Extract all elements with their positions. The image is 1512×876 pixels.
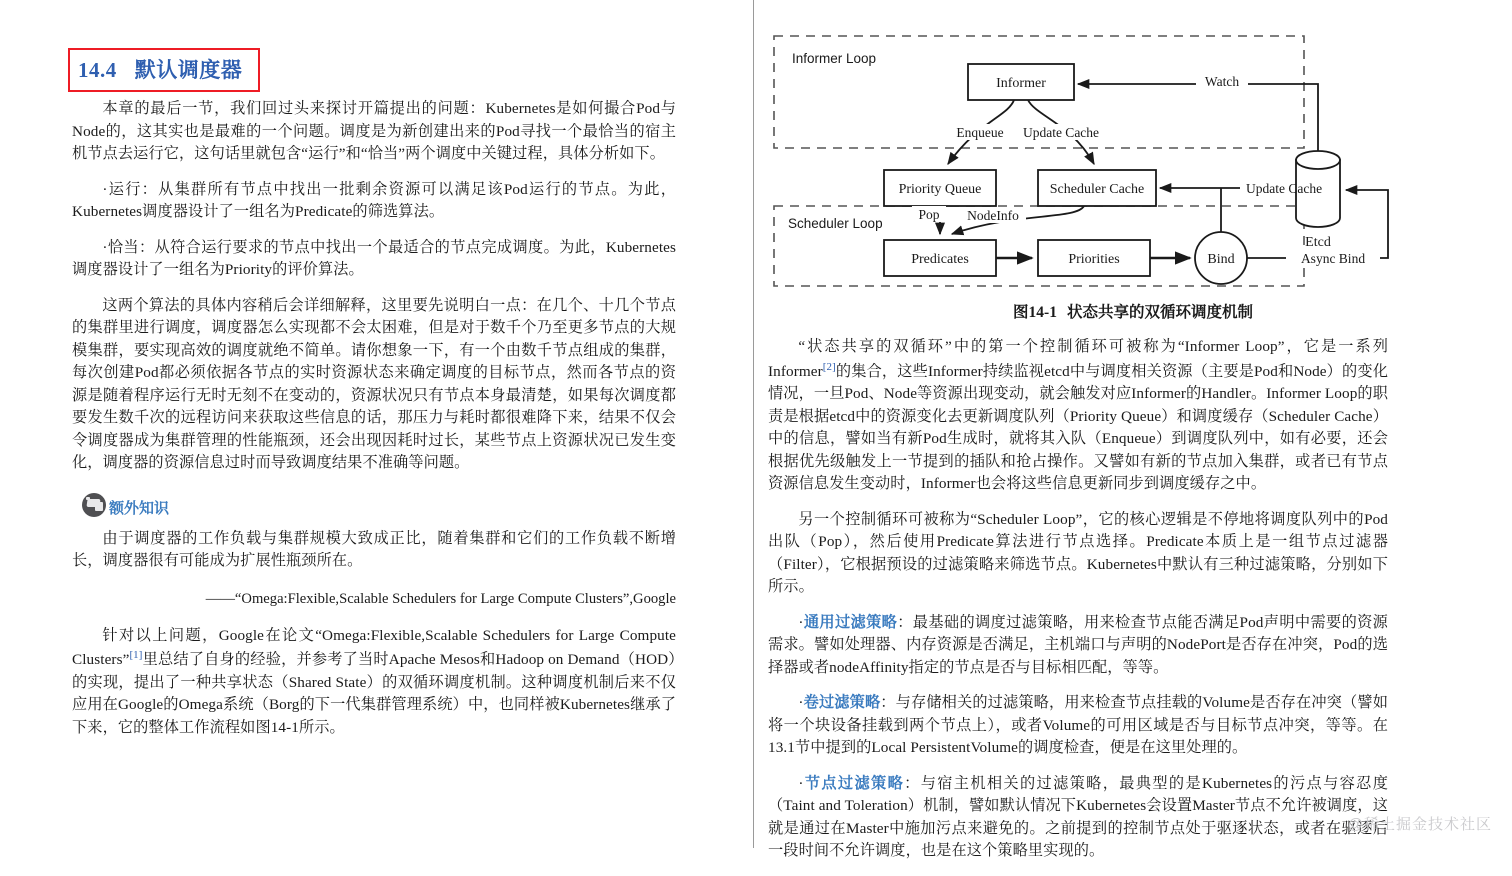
- paragraph-run: ·运行：从集群所有节点中找出一批剩余资源可以满足该Pod运行的节点。为此，Kubernetes调度器设计了一组名为Predicate的筛选算法。: [72, 180, 676, 220]
- watermark: @稀土掘金技术社区: [1347, 816, 1492, 833]
- strategy-node-term: 节点过滤策略: [803, 774, 905, 792]
- scheduler-loop-label: Scheduler Loop: [788, 216, 883, 231]
- section-number: 14.4: [78, 58, 117, 82]
- strategy-general: [768, 612, 1388, 680]
- extra-knowledge-label: 额外知识: [109, 500, 170, 517]
- node-informer-label: Informer: [996, 76, 1046, 91]
- strategy-general-body: 最基础的调度过滤策略，用来检查节点能否满足Pod声明中需要的资源需求。譬如处理器、内存资源是否满足，主机端口与声明的NodePort是否存在冲突，Pod的选择器或者nodeAffinity指定的节点是否与目标相匹配，等等。: [768, 613, 1388, 676]
- strategy-general-term: 通用过滤策略: [803, 613, 898, 631]
- node-priorities-label: Priorities: [1068, 252, 1120, 267]
- strategy-volume-bullet: ·: [798, 694, 804, 712]
- footnote-ref-1: [1]: [129, 649, 143, 662]
- paragraph-scale-discussion: 这两个算法的具体内容稍后会详细解释，这里要先说明白一点：在几个、十几个节点的集群里进行调度，调度器怎么实现都不会太困难，但是对于数千个乃至更多节点的大规模集群，要实现高效的调度就绝不简单。请你想象一下，有一个由数千节点组成的集群，每次创建Pod都必须依据各节点的实时资源状态来确定调度的目标节点，然而各节点的资源是随着程序运行无时无刻不在变动的，资源状况只有节点本身最清楚，如果每次调度都要发生数千次的远程访问来获取这些信息的话，那压力与耗时都很难降下来，结果不仅会令调度器成为集群管理的性能瓶颈，还会出现因耗时过长，某些节点上资源状况已发生变化，调度器的资源信息过时而导致调度结果不准确等问题。: [72, 296, 676, 471]
- edge-update-cache-external-label: Update Cache: [1246, 181, 1323, 196]
- strategy-node: [768, 773, 1388, 863]
- paragraph-scheduler-loop: 另一个控制循环可被称为“Scheduler Loop”，它的核心逻辑是不停地将调度队列中的Pod出队（Pop），然后使用Predicate算法进行节点选择。Predicate本质上是一组节点过滤器（Filter），它根据预设的过滤策略来筛选节点。Kubernetes中默认有三种过滤策略，分别如下所示。: [768, 510, 1388, 596]
- extra-knowledge-body: 由于调度器的工作负载与集群规模大致成正比，随着集群和它们的工作负载不断增长，调度器很有可能成为扩展性瓶颈所在。: [72, 529, 676, 569]
- node-bind-label: Bind: [1207, 252, 1235, 267]
- strategy-volume-sep: ：: [880, 694, 896, 712]
- extra-knowledge-icon: [80, 493, 108, 518]
- edge-watch-label: Watch: [1204, 74, 1240, 89]
- strategy-node-body: 与宿主机相关的过滤策略，最典型的是Kubernetes的污点与容忍度（Taint and Toleration）机制，譬如默认情况下Kubernetes会设置Master节点不允许被调度，这就是通过在Master中施加污点来避免的。之前提到的控制节点处于驱逐状态，或者在驱逐后一段时间不允许调度，也是在这个策略里实现的。: [768, 774, 1389, 860]
- strategy-general-bullet: ·: [798, 613, 804, 631]
- extra-knowledge-header: [80, 493, 676, 518]
- strategy-node-sep: ：: [904, 774, 921, 792]
- right-column-body: [768, 336, 1388, 876]
- figure-14-1: [766, 24, 1466, 294]
- node-scheduler-cache-label: Scheduler Cache: [1049, 182, 1145, 197]
- extra-knowledge-attribution: ——“Omega:Flexible,Scalable Schedulers for Large Compute Clusters”,Google: [205, 590, 676, 607]
- scheduling-loop-diagram: [766, 24, 1466, 294]
- left-column-body: [72, 98, 676, 752]
- figure-caption: [754, 300, 1512, 322]
- paragraph-appropriate: ·恰当：从符合运行要求的节点中找出一个最适合的节点完成调度。为此，Kubernetes调度器设计了一组名为Priority的评价算法。: [72, 238, 676, 278]
- strategy-volume: [768, 692, 1388, 760]
- omega-text-part1: 针对以上问题，Google在论文“Omega:Flexible,Scalable Schedulers for Large Compute Clusters”: [72, 626, 676, 669]
- edge-update-cache-informer-label: Update Cache: [1022, 125, 1100, 140]
- edge-enqueue-label: Enqueue: [956, 125, 1004, 140]
- page-title: 默认调度器: [134, 58, 243, 82]
- node-predicates-label: Predicates: [911, 252, 969, 267]
- right-page-column: [754, 0, 1512, 860]
- informer-loop-label: Informer Loop: [792, 51, 877, 66]
- strategy-node-bullet: ·: [798, 774, 804, 792]
- paragraph-omega-paper: [72, 625, 676, 740]
- omega-text-part2: 里总结了自身的经验，并参考了当时Apache Mesos和Hadoop on Demand（HOD）的实现，提出了一种共享状态（Shared State）的双循环调度机制。这种调度机制后来不仅应用在Google的Omega系统（Borg的下一代集群管理系统）中，也同样被Kubernetes继承了下来，它的整体工作流程如图14-1所示。: [72, 651, 676, 736]
- left-page-column: [0, 0, 753, 848]
- figure-caption-text: 状态共享的双循环调度机制: [1066, 304, 1253, 321]
- node-priority-queue-label: Priority Queue: [898, 182, 982, 197]
- paragraph-informer-loop: [768, 336, 1388, 496]
- edge-pop-label: Pop: [918, 207, 940, 222]
- informer-loop-text-part2: 的集合，这些Informer持续监视etcd中与调度相关资源（主要是Pod和Node）的变化情况，一旦Pod、Node等资源出现变动，就会触发对应Informer的Handler。Informer Loop的职责是根据etcd中的资源变化去更新调度队列（Priority Queue）和调度缓存（Scheduler Cache）中的信息，譬如当有新Pod生成时，就将其入队（Enqueue）到调度队列中，如有必要，还会根据优先级触发上一节提到的插队和抢占操作。又譬如有新的节点加入集群，或者已有节点资源信息发生变动时，Informer也会将这些信息更新同步到调度缓存之中。: [768, 362, 1388, 493]
- edge-async-bind-label: Async Bind: [1300, 251, 1366, 266]
- section-heading-highlighted: [68, 48, 260, 92]
- footnote-ref-2: [2]: [822, 360, 836, 373]
- paragraph-intro: 本章的最后一节，我们回过头来探讨开篇提出的问题：Kubernetes是如何撮合Pod与Node的，这其实也是最难的一个问题。调度是为新创建出来的Pod寻找一个最恰当的宿主机节点去运行它，这句话里就包含“运行”和“恰当”两个调度中关键过程，具体分析如下。: [72, 100, 676, 162]
- strategy-volume-body: 与存储相关的过滤策略，用来检查节点挂载的Volume是否存在冲突（譬如将一个块设备挂载到两个节点上），或者Volume的可用区域是否与目标节点冲突，等等。在13.1节中提到的Local PersistentVolume的调度检查，便是在这里处理的。: [768, 694, 1388, 757]
- edge-watch: [1078, 84, 1318, 151]
- strategy-volume-term: 卷过滤策略: [803, 694, 881, 712]
- edge-nodeinfo-label: NodeInfo: [967, 208, 1019, 223]
- figure-caption-number: 图14-1: [1013, 304, 1057, 321]
- strategy-general-sep: ：: [897, 613, 913, 631]
- node-etcd-label: Etcd: [1305, 235, 1331, 250]
- informer-loop-text-part1: “状态共享的双循环”中的第一个控制循环可被称为“Informer Loop”，它是一系列Informer: [768, 338, 1388, 380]
